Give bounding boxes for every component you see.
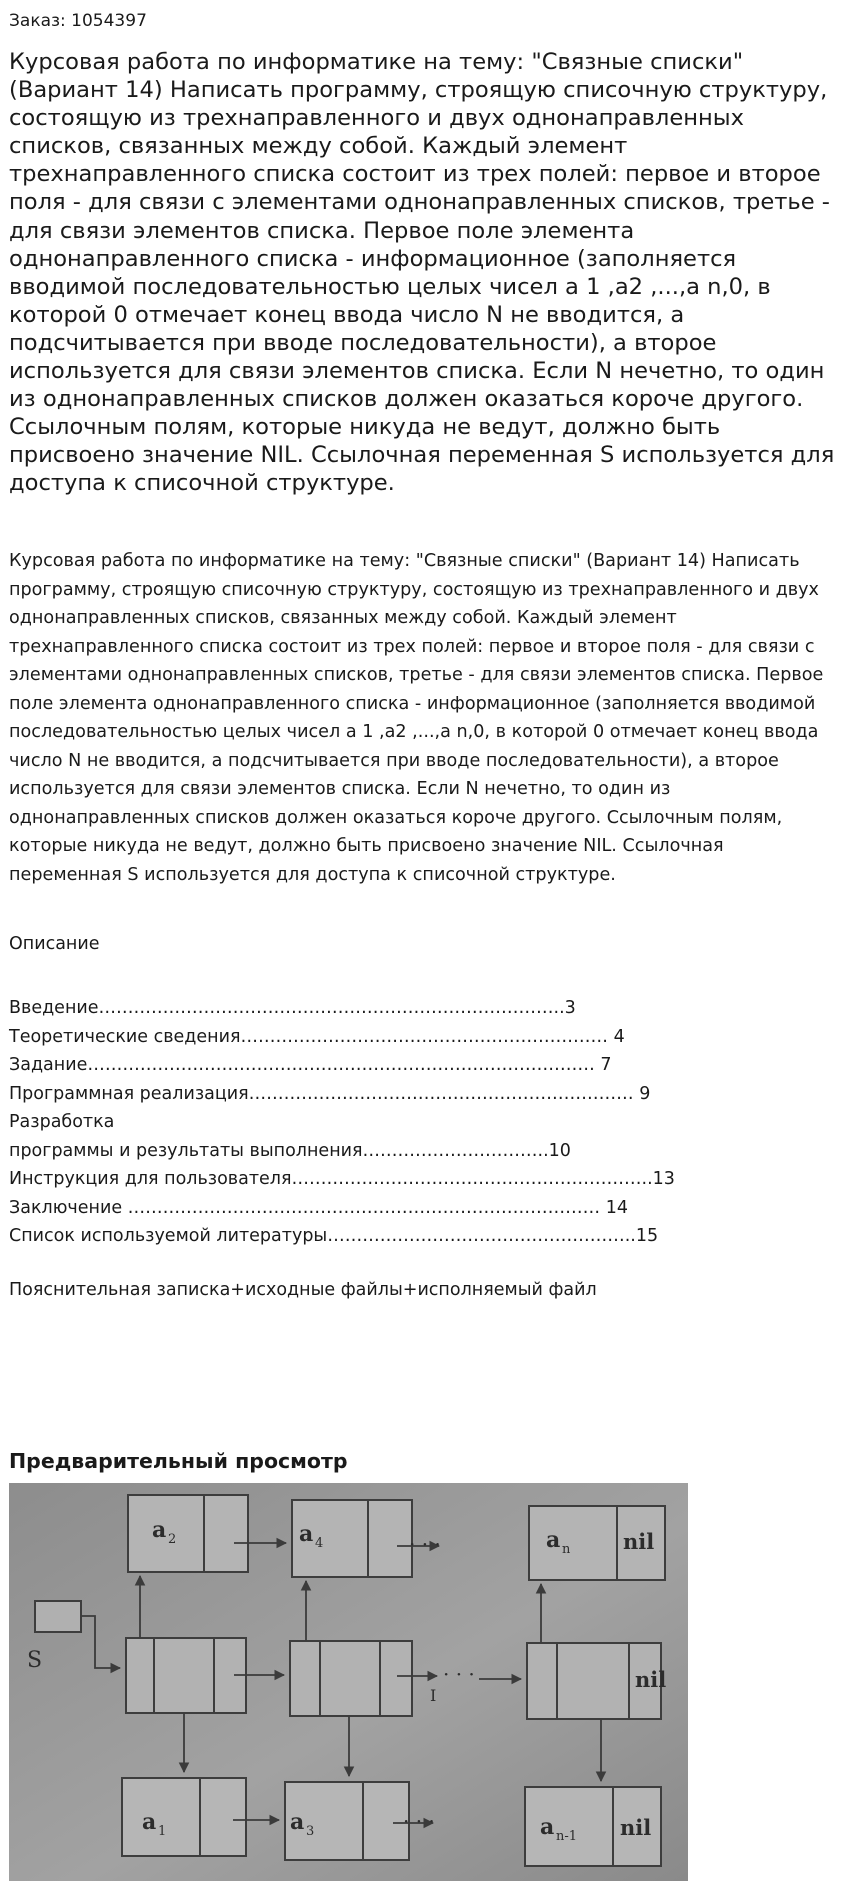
label-a3: a bbox=[290, 1809, 305, 1835]
label-a2: a bbox=[152, 1517, 167, 1543]
toc-item: Задание…………………………………………………………………………… 7 bbox=[9, 1055, 612, 1075]
deliverables-text: Пояснительная записка+исходные файлы+исполняемый файл bbox=[9, 1280, 597, 1300]
pointer-s bbox=[35, 1601, 81, 1632]
label-an: a bbox=[546, 1527, 561, 1553]
dots-middle: · · · bbox=[443, 1662, 475, 1686]
label-a1-sub: 1 bbox=[158, 1824, 167, 1839]
label-an-1-sub: n-1 bbox=[556, 1829, 578, 1844]
bottom-list bbox=[122, 1778, 661, 1866]
description-text: Курсовая работа по информатике на тему: "Связные списки" (Вариант 14) Написать программу, строящую списочную структуру, состоящую из трехнаправленного и двух однонаправленных списков, связанных между собой. Каждый элемент трехнаправленного списка состоит из трех полей: первое и второе поля - для связи с элементами однонаправленных списков, третье - для связи элементов списка. Первое поле элемента однонаправленного списка - информационное (заполняется вводимой последовательностью целых чисел a 1 ,a2 ,...,a n,0, в которой 0 отмечает конец ввода число N не вводится, а подсчитывается при вводе последовательности), а второе используется для связи элементов списка. Если N нечетно, то один из однонаправленных списков должен оказаться короче другого. Ссылочным полям, которые никуда не ведут, должно быть присвоено значение NIL. Ссылочная переменная S используется для доступа к списочной структуре. bbox=[9, 551, 824, 885]
middle-node-2 bbox=[290, 1641, 412, 1716]
dots-top: · · · bbox=[409, 1532, 441, 1556]
label-a2-sub: 2 bbox=[168, 1532, 177, 1547]
label-a4-sub: 4 bbox=[315, 1536, 324, 1551]
label-an-sub: n bbox=[562, 1542, 571, 1557]
label-nil-top: nil bbox=[623, 1529, 655, 1554]
label-an-1: a bbox=[540, 1814, 555, 1840]
dots-bottom: · · · bbox=[403, 1809, 435, 1833]
label-s: S bbox=[27, 1648, 43, 1673]
order-number: Заказ: 1054397 bbox=[9, 11, 147, 31]
label-nil-middle: nil bbox=[635, 1667, 667, 1692]
label-a1: a bbox=[142, 1809, 157, 1835]
description-heading: Описание bbox=[9, 934, 100, 954]
page-title: Курсовая работа по информатике на тему: "Связные списки" (Вариант 14) Написать программу, строящую списочную структуру, состоящую из трехнаправленного и двух однонаправленных списков, связанных между собой. Каждый элемент трехнаправленного списка состоит из трех полей: первое и второе поля - для связи с элементами однонаправленных списков, третье - для связи элементов списка. Первое поле элемента однонаправленного списка - информационное (заполняется вводимой последовательностью целых чисел a 1 ,a2 ,...,a n,0, в которой 0 отмечает конец ввода число N не вводится, а подсчитывается при вводе последовательности), а второе используется для связи элементов списка. Если N нечетно, то один из однонаправленных списков должен оказаться короче другого. Ссылочным полям, которые никуда не ведут, должно быть присвоено значение NIL. Ссылочная переменная S используется для доступа к списочной структуре. bbox=[9, 49, 835, 497]
top-list bbox=[128, 1495, 665, 1580]
label-nil-bottom: nil bbox=[620, 1815, 652, 1840]
preview-image bbox=[9, 1483, 688, 1881]
toc-item: Разработка bbox=[9, 1112, 115, 1132]
preview-heading: Предварительный просмотр bbox=[9, 1449, 348, 1473]
toc-item: Программная реализация………………………………………………………… 9 bbox=[9, 1083, 651, 1104]
toc-item: Заключение ……………………………………………………………………… 14 bbox=[9, 1197, 629, 1218]
middle-node-1 bbox=[126, 1638, 246, 1713]
table-of-contents bbox=[9, 994, 675, 1251]
label-a3-sub: 3 bbox=[306, 1824, 315, 1839]
middle-list bbox=[126, 1638, 661, 1719]
linked-list-diagram bbox=[9, 1483, 688, 1881]
toc-item: Список используемой литературы……………………………………………..15 bbox=[9, 1226, 659, 1246]
toc-item: программы и результаты выполнения…………………………..10 bbox=[9, 1140, 571, 1161]
node-a2 bbox=[128, 1495, 248, 1572]
label-a4: a bbox=[299, 1521, 314, 1547]
toc-item: Инструкция для пользователя……………………………………………………..13 bbox=[9, 1169, 675, 1189]
node-a1 bbox=[122, 1778, 246, 1856]
toc-item: Теоретические сведения……………………………………………………… 4 bbox=[9, 1026, 625, 1047]
bar-mark: I bbox=[430, 1686, 437, 1705]
toc-item: Введение……………………………………………………………………..3 bbox=[9, 998, 576, 1018]
